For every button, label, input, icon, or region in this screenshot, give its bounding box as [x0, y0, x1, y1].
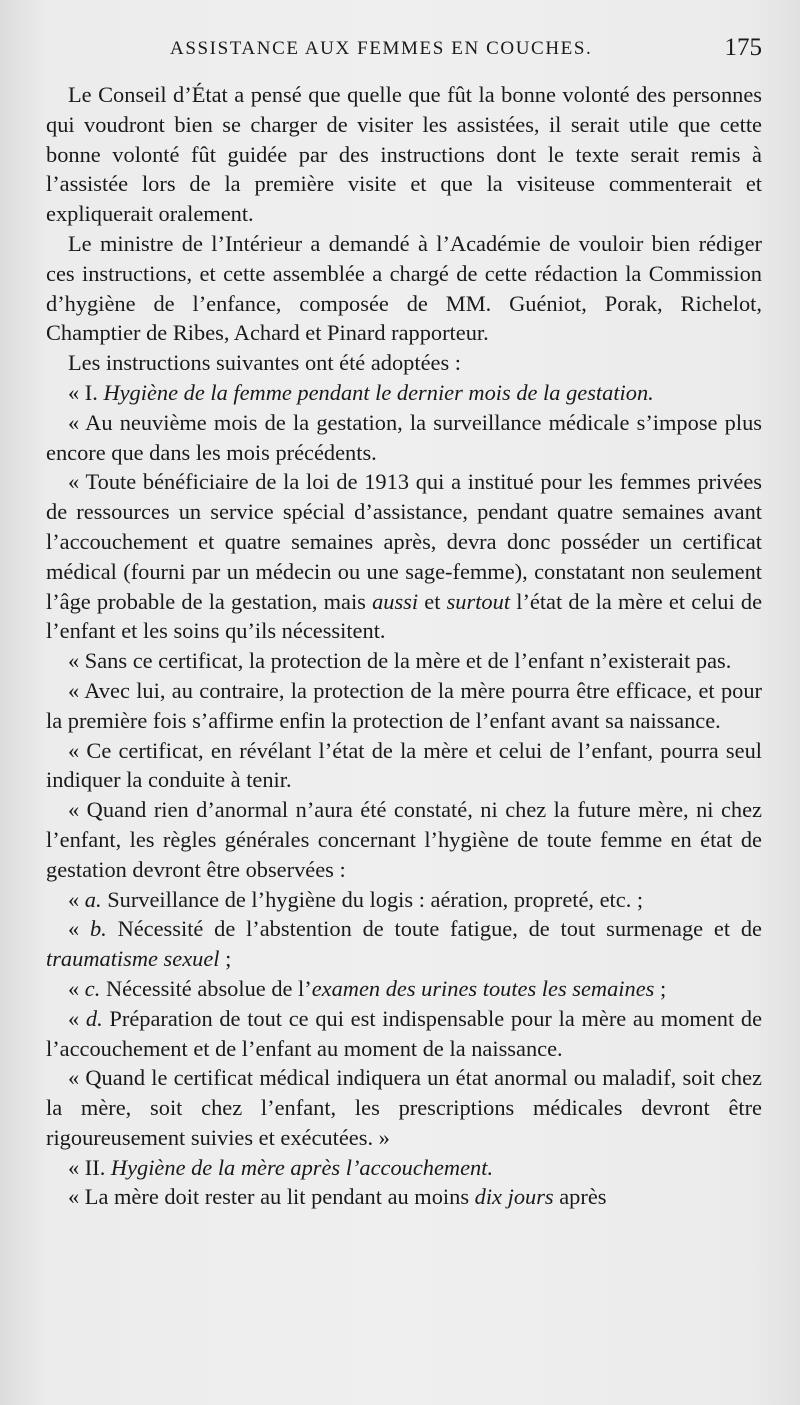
running-head: ASSISTANCE AUX FEMMES EN COUCHES. [170, 38, 593, 59]
paragraph: Le ministre de l’Intérieur a demandé à l’Académie de vouloir bien rédiger ces instructions, et cette assemblée a chargé de cette rédaction la Commission d’hygiène de l’enfance, composée de MM. Guéniot, Porak, Richelot, Champtier de Ribes, Achard et Pinard rapporteur. [46, 230, 762, 346]
paragraph: « Quand rien d’anormal n’aura été constaté, ni chez la future mère, ni chez l’enfant, les règles générales concernant l’hygiène de toute femme en état de gestation devront être observées : [46, 797, 762, 882]
paragraph: « Au neuvième mois de la gestation, la surveillance médicale s’impose plus encore que dans les mois précédents. [46, 409, 762, 465]
list-item: « a. Surveillance de l’hygiène du logis : aération, propreté, etc. ; [68, 886, 644, 912]
paragraph: « Quand le certificat médical indiquera un état anormal ou maladif, soit chez la mère, soit chez l’enfant, les prescriptions médicales devront être rigoureusement suivies et exécutées. » [46, 1065, 762, 1150]
page-header [170, 34, 762, 68]
paragraph: « La mère doit rester au lit pendant au moins dix jours après [68, 1184, 607, 1210]
section-heading: « II. Hygiène de la mère après l’accouchement. [68, 1154, 494, 1180]
section-heading: « I. Hygiène de la femme pendant le dernier mois de la gestation. [68, 379, 654, 405]
page-number: 175 [724, 34, 762, 61]
paragraph: « Sans ce certificat, la protection de la mère et de l’enfant n’existerait pas. [68, 648, 732, 674]
list-item: « b. Nécessité de l’abstention de toute fatigue, de tout surmenage et de traumatisme sexuel ; [46, 916, 762, 972]
list-item: « d. Préparation de tout ce qui est indispensable pour la mère au moment de l’accouchement et de l’enfant au moment de la naissance. [46, 1005, 763, 1061]
paragraph: « Ce certificat, en révélant l’état de la mère et celui de l’enfant, pourra seul indiquer la conduite à tenir. [46, 737, 762, 793]
paragraph: Les instructions suivantes ont été adoptées : [68, 350, 461, 376]
paragraph: « Avec lui, au contraire, la protection de la mère pourra être efficace, et pour la première fois s’affirme enfin la protection de l’enfant avant sa naissance. [46, 677, 762, 733]
paragraph: Le Conseil d’État a pensé que quelle que fût la bonne volonté des personnes qui voudront bien se charger de visiter les assistées, il serait utile que cette bonne volonté fût guidée par des instructions dont le texte serait remis à l’assistée lors de la première visite et que la visiteuse commenterait et expliquerait oralement. [46, 82, 762, 227]
page-body [46, 80, 762, 1212]
paragraph: « Toute bénéficiaire de la loi de 1913 qui a institué pour les femmes privées de ressources un service spécial d’assistance, pendant quatre semaines avant l’accouchement et quatre semaines après, devra donc posséder un certificat médical (fourni par un médecin ou une sage-femme), constatant non seulement l’âge probable de la gestation, mais aussi et surtout l’état de la mère et celui de l’enfant et les soins qu’ils nécessitent. [46, 469, 763, 644]
list-item: « c. Nécessité absolue de l’examen des urines toutes les semaines ; [68, 975, 667, 1001]
